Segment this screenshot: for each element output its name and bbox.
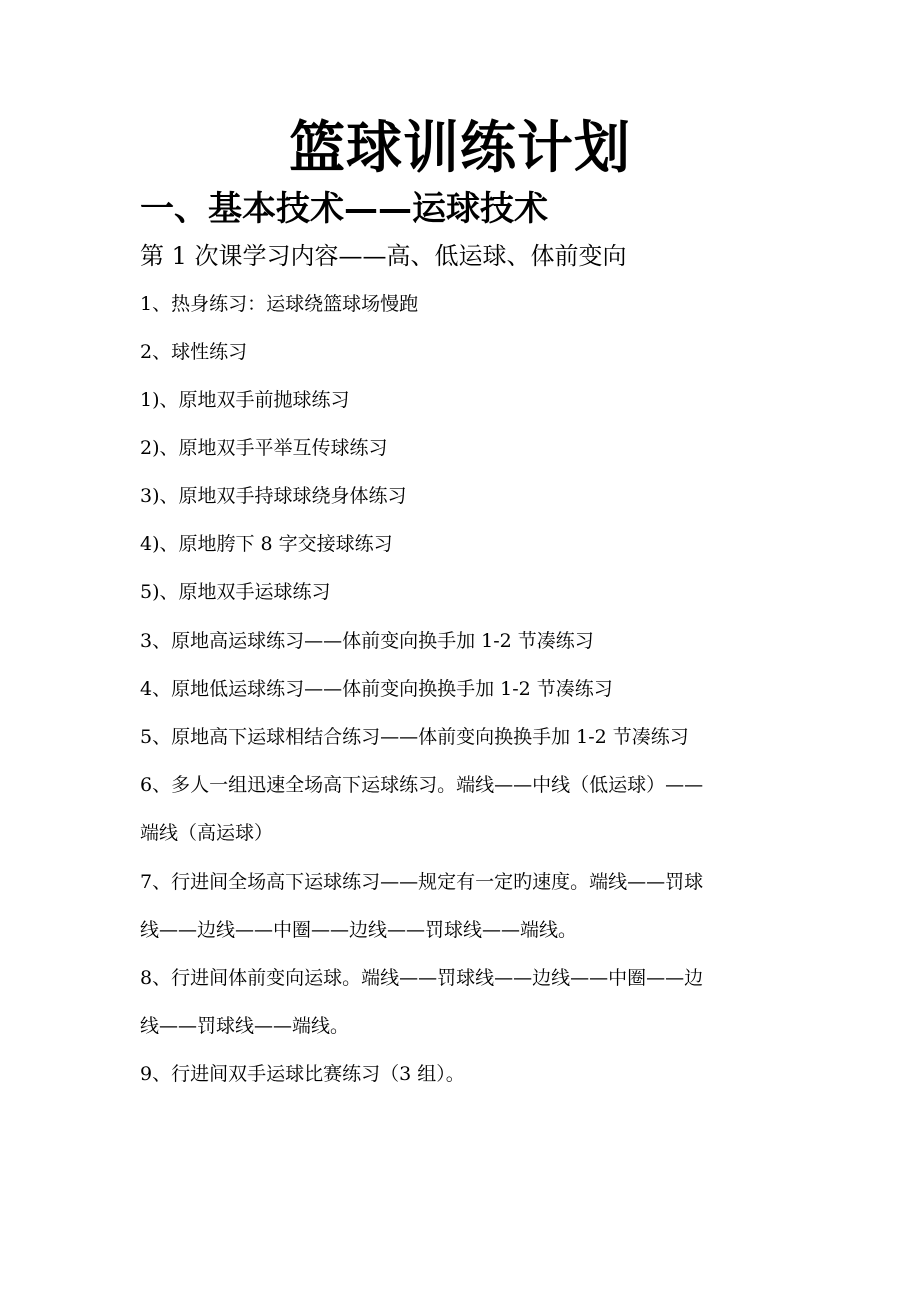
text-line: 5)、原地双手运球练习 [140, 581, 331, 603]
text-line: 4)、原地胯下 8 字交接球练习 [140, 533, 393, 555]
text-line: 线——罚球线——端线。 [140, 1015, 350, 1037]
text-line: 2)、原地双手平举互传球练习 [140, 437, 388, 459]
document-title: 篮球训练计划 [289, 115, 631, 181]
lesson-title: 第 1 次课学习内容——高、低运球、体前变向 [140, 242, 627, 270]
text-line: 5、原地高下运球相结合练习——体前变向换换手加 1-2 节凑练习 [140, 726, 689, 748]
text-line: 1)、原地双手前抛球练习 [140, 389, 350, 411]
text-line: 7、行进间全场高下运球练习——规定有一定旳速度。端线——罚球 [140, 871, 704, 893]
text-line: 1、热身练习：运球绕篮球场慢跑 [140, 293, 419, 315]
section-heading: 一、基本技术——运球技术 [140, 189, 548, 229]
text-line: 4、原地低运球练习——体前变向换换手加 1-2 节凑练习 [140, 678, 613, 700]
text-line: 3)、原地双手持球球绕身体练习 [140, 485, 407, 507]
text-line: 端线（高运球） [140, 822, 274, 844]
text-line: 8、行进间体前变向运球。端线——罚球线——边线——中圈——边 [140, 967, 704, 989]
text-line: 9、行进间双手运球比赛练习（3 组）。 [140, 1063, 465, 1085]
text-line: 线——边线——中圈——边线——罚球线——端线。 [140, 919, 578, 941]
text-line: 6、多人一组迅速全场高下运球练习。端线——中线（低运球）—— [140, 774, 704, 796]
text-line: 2、球性练习 [140, 341, 248, 363]
text-line: 3、原地高运球练习——体前变向换手加 1-2 节凑练习 [140, 630, 594, 652]
